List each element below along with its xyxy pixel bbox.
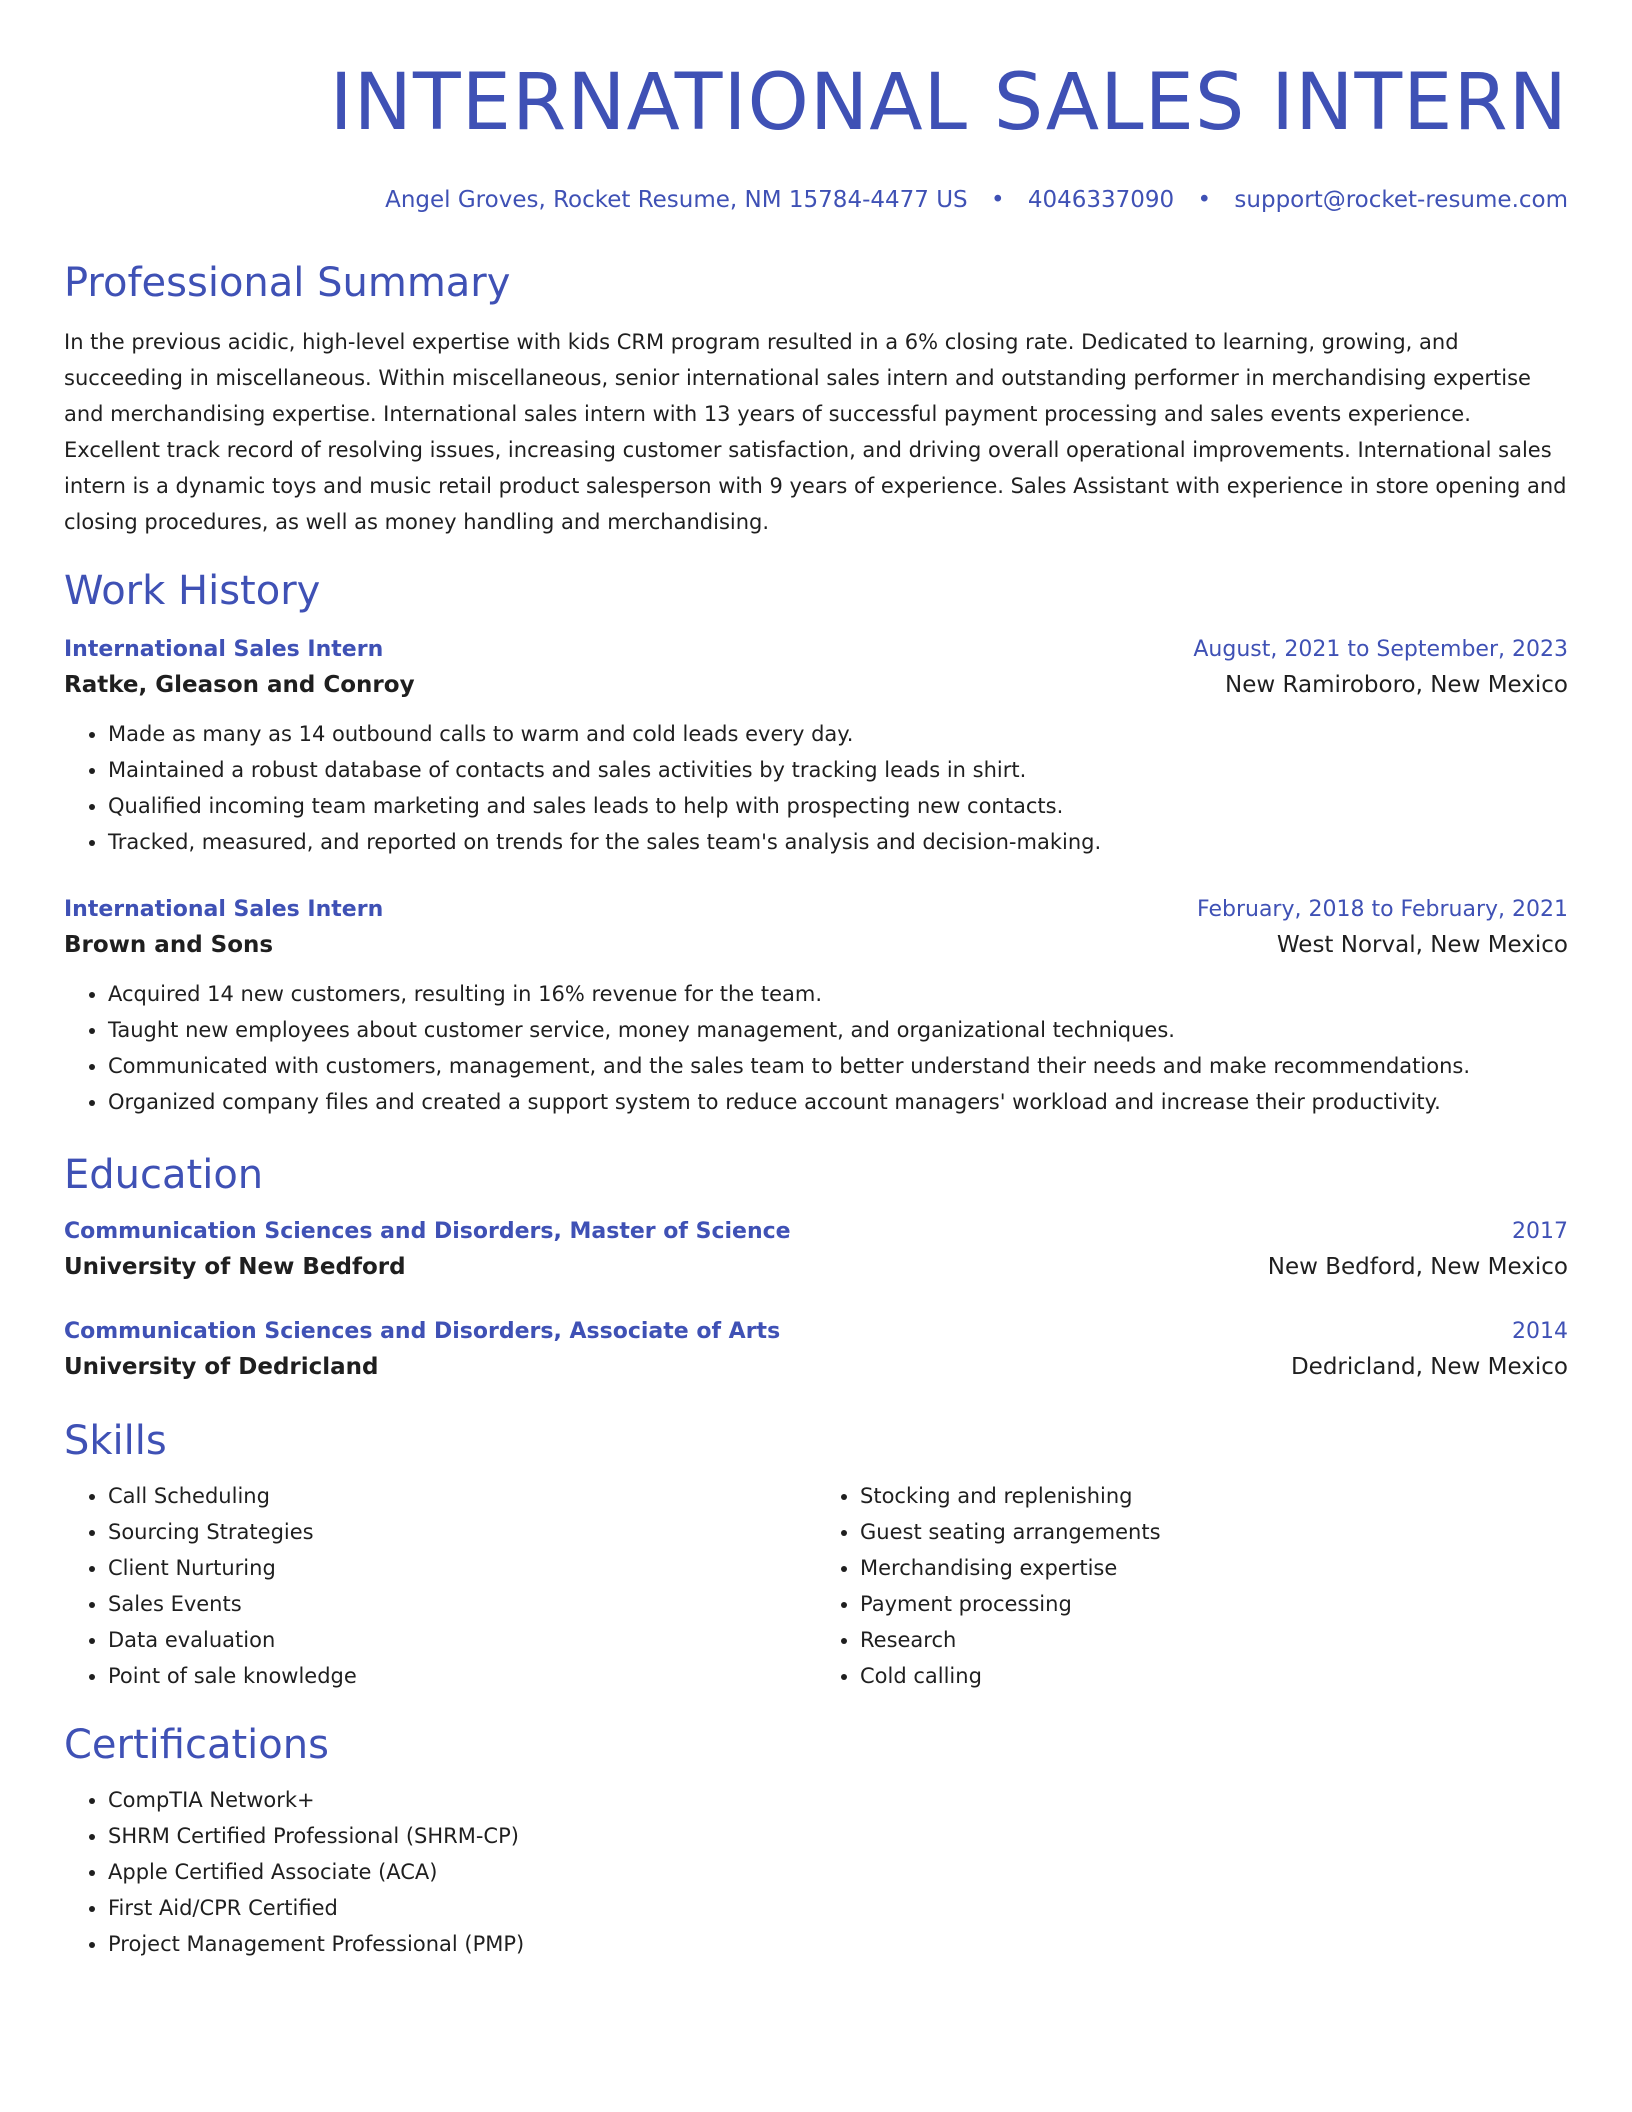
job-bullet: • Qualified incoming team marketing and sales leads to help with prospecting new contacts. [108, 788, 1568, 824]
contact-address: Angel Groves, Rocket Resume, NM 15784-4477 US [385, 187, 968, 213]
education-entry [64, 1216, 1568, 1286]
resume-title: INTERNATIONAL SALES INTERN [329, 58, 1568, 148]
certification-item: • Project Management Professional (PMP) [108, 1926, 1568, 1962]
resume-header [64, 56, 1568, 216]
education-degree: Communication Sciences and Disorders, Master of Science [64, 1219, 791, 1244]
certification-item: • CompTIA Network+ [108, 1782, 1568, 1818]
job-bullet: • Communicated with customers, management, and the sales team to better understand their needs and make recommendations. [108, 1048, 1568, 1084]
education-entry [64, 1316, 1568, 1386]
skill-item: • Stocking and replenishing [860, 1478, 1568, 1514]
job-bullet: • Made as many as 14 outbound calls to warm and cold leads every day. [108, 716, 1568, 752]
skills-list-left [64, 1478, 816, 1694]
certifications-section [64, 1720, 1568, 1962]
summary-heading: Professional Summary [64, 260, 511, 306]
certification-item: • First Aid/CPR Certified [108, 1890, 1568, 1926]
skill-item: • Cold calling [860, 1658, 1568, 1694]
education-location: Dedricland, New Mexico [1290, 1354, 1568, 1380]
job-header-row [64, 634, 1568, 666]
certification-item: • Apple Certified Associate (ACA) [108, 1854, 1568, 1890]
certification-item: • SHRM Certified Professional (SHRM-CP) [108, 1818, 1568, 1854]
job-bullet: • Organized company files and created a support system to reduce account managers' workload and increase their productivity. [108, 1084, 1568, 1120]
skills-columns [64, 1478, 1568, 1694]
job-company-row [64, 926, 1568, 964]
contact-email: support@rocket-resume.com [1234, 187, 1568, 213]
job-bullet: • Taught new employees about customer service, money management, and organizational techniques. [108, 1012, 1568, 1048]
job-company: Brown and Sons [64, 932, 274, 958]
education-school: University of New Bedford [64, 1254, 406, 1280]
education-school: University of Dedricland [64, 1354, 379, 1380]
job-entry [64, 634, 1568, 860]
skill-item: • Research [860, 1622, 1568, 1658]
job-bullet: • Maintained a robust database of contacts and sales activities by tracking leads in shirt. [108, 752, 1568, 788]
education-school-row [64, 1348, 1568, 1386]
job-location: New Ramiroboro, New Mexico [1225, 672, 1568, 698]
contact-separator: • [1197, 187, 1212, 213]
skills-heading: Skills [64, 1418, 167, 1464]
certifications-heading: Certifications [64, 1722, 329, 1768]
education-year: 2014 [1512, 1319, 1568, 1344]
summary-text: In the previous acidic, high-level expertise with kids CRM program resulted in a 6% closing rate. Dedicated to learning, growing, and succeeding in miscellaneous. Within miscellaneous, senior international sales intern and outstanding performer in merchandising expertise and merchandising expertise. International sales intern with 13 years of successful payment processing and sales events experience. Excellent track record of resolving issues, increasing customer satisfaction, and driving overall operational improvements. International sales intern is a dynamic toys and music retail product salesperson with 9 years of experience. Sales Assistant with experience in store opening and closing procedures, as well as money handling and merchandising. [64, 330, 1567, 534]
job-title: International Sales Intern [64, 897, 384, 922]
skill-item: • Sourcing Strategies [108, 1514, 816, 1550]
education-section [64, 1150, 1568, 1386]
skill-item: • Payment processing [860, 1586, 1568, 1622]
skill-item: • Merchandising expertise [860, 1550, 1568, 1586]
work-history-section [64, 566, 1568, 1120]
contact-line [64, 184, 1568, 216]
contact-phone: 4046337090 [1027, 187, 1175, 213]
job-title: International Sales Intern [64, 637, 384, 662]
job-dates: February, 2018 to February, 2021 [1197, 897, 1568, 922]
work-history-heading: Work History [64, 568, 321, 614]
certifications-list [64, 1782, 1568, 1962]
skills-section [64, 1416, 1568, 1694]
skill-item: • Guest seating arrangements [860, 1514, 1568, 1550]
job-company: Ratke, Gleason and Conroy [64, 672, 415, 698]
education-heading: Education [64, 1152, 264, 1198]
education-school-row [64, 1248, 1568, 1286]
skill-item: • Point of sale knowledge [108, 1658, 816, 1694]
education-location: New Bedford, New Mexico [1267, 1254, 1568, 1280]
skill-item: • Sales Events [108, 1586, 816, 1622]
contact-separator: • [990, 187, 1005, 213]
job-dates: August, 2021 to September, 2023 [1193, 637, 1568, 662]
education-degree: Communication Sciences and Disorders, Associate of Arts [64, 1319, 781, 1344]
job-location: West Norval, New Mexico [1276, 932, 1568, 958]
skill-item: • Data evaluation [108, 1622, 816, 1658]
summary-section [64, 258, 1568, 540]
skill-item: • Client Nurturing [108, 1550, 816, 1586]
job-company-row [64, 666, 1568, 704]
education-header-row [64, 1316, 1568, 1348]
education-year: 2017 [1512, 1219, 1568, 1244]
job-bullets [64, 976, 1568, 1120]
skills-list-right [816, 1478, 1568, 1694]
skill-item: • Call Scheduling [108, 1478, 816, 1514]
job-entry [64, 894, 1568, 1120]
job-header-row [64, 894, 1568, 926]
job-bullet: • Acquired 14 new customers, resulting in 16% revenue for the team. [108, 976, 1568, 1012]
job-bullet: • Tracked, measured, and reported on trends for the sales team's analysis and decision-making. [108, 824, 1568, 860]
job-bullets [64, 716, 1568, 860]
education-header-row [64, 1216, 1568, 1248]
